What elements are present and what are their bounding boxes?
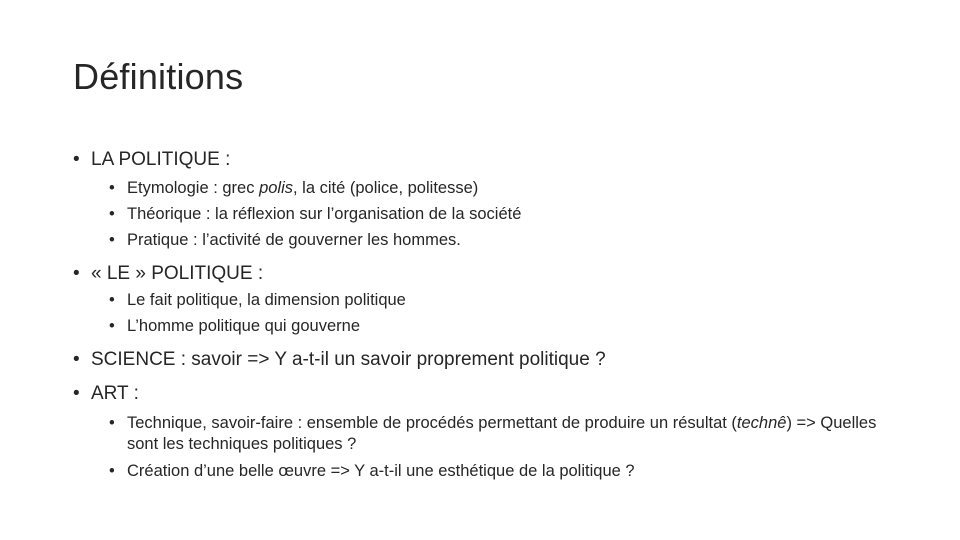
sub-bullet-text: L’homme politique qui gouverne <box>127 317 360 335</box>
bullet-science <box>73 348 606 372</box>
bullet-text: SCIENCE : savoir => Y a-t-il un savoir proprement politique ? <box>91 349 606 370</box>
sub-bullet-text: Création d’une belle œuvre => Y a-t-il une esthétique de la politique ? <box>127 462 635 480</box>
bullet-marker: • <box>73 349 80 370</box>
sub-bullet-text: , la cité (police, politesse) <box>293 179 479 197</box>
sub-bullet-homme-politique <box>109 316 360 337</box>
bullet-marker: • <box>109 231 115 249</box>
bullet-marker: • <box>73 383 80 404</box>
bullet-text: LA POLITIQUE : <box>91 149 231 170</box>
sub-bullet-text: Le fait politique, la dimension politique <box>127 291 406 309</box>
sub-bullet-text: Etymologie : grec <box>127 179 260 197</box>
bullet-la-politique <box>73 148 230 172</box>
bullet-text: ART : <box>91 383 139 404</box>
sub-bullet-text: Pratique : l’activité de gouverner les hommes. <box>127 231 461 249</box>
sub-bullet-pratique <box>109 230 461 251</box>
bullet-art <box>73 382 139 406</box>
sub-bullet-creation <box>109 461 635 482</box>
bullet-marker: • <box>73 263 80 284</box>
sub-bullet-etymologie <box>109 178 478 199</box>
bullet-marker: • <box>73 149 80 170</box>
emphasis-text: polis <box>259 179 293 197</box>
sub-bullet-technique <box>109 413 899 455</box>
emphasis-text: technê <box>736 414 787 432</box>
bullet-marker: • <box>109 414 115 432</box>
bullet-text: « LE » POLITIQUE : <box>91 263 264 284</box>
bullet-marker: • <box>109 205 115 223</box>
sub-bullet-text: Technique, savoir-faire : ensemble de procédés permettant de produire un résultat ( <box>127 414 737 432</box>
bullet-le-politique <box>73 262 263 286</box>
bullet-marker: • <box>109 291 115 309</box>
sub-bullet-text: ) => Quelles sont les techniques politiques ? <box>127 414 877 453</box>
slide-title: Définitions <box>73 56 244 97</box>
bullet-marker: • <box>109 179 115 197</box>
sub-bullet-theorique <box>109 204 521 225</box>
bullet-marker: • <box>109 462 115 480</box>
sub-bullet-text: Théorique : la réflexion sur l’organisation de la société <box>127 205 522 223</box>
bullet-marker: • <box>109 317 115 335</box>
sub-bullet-fait-politique <box>109 290 406 311</box>
